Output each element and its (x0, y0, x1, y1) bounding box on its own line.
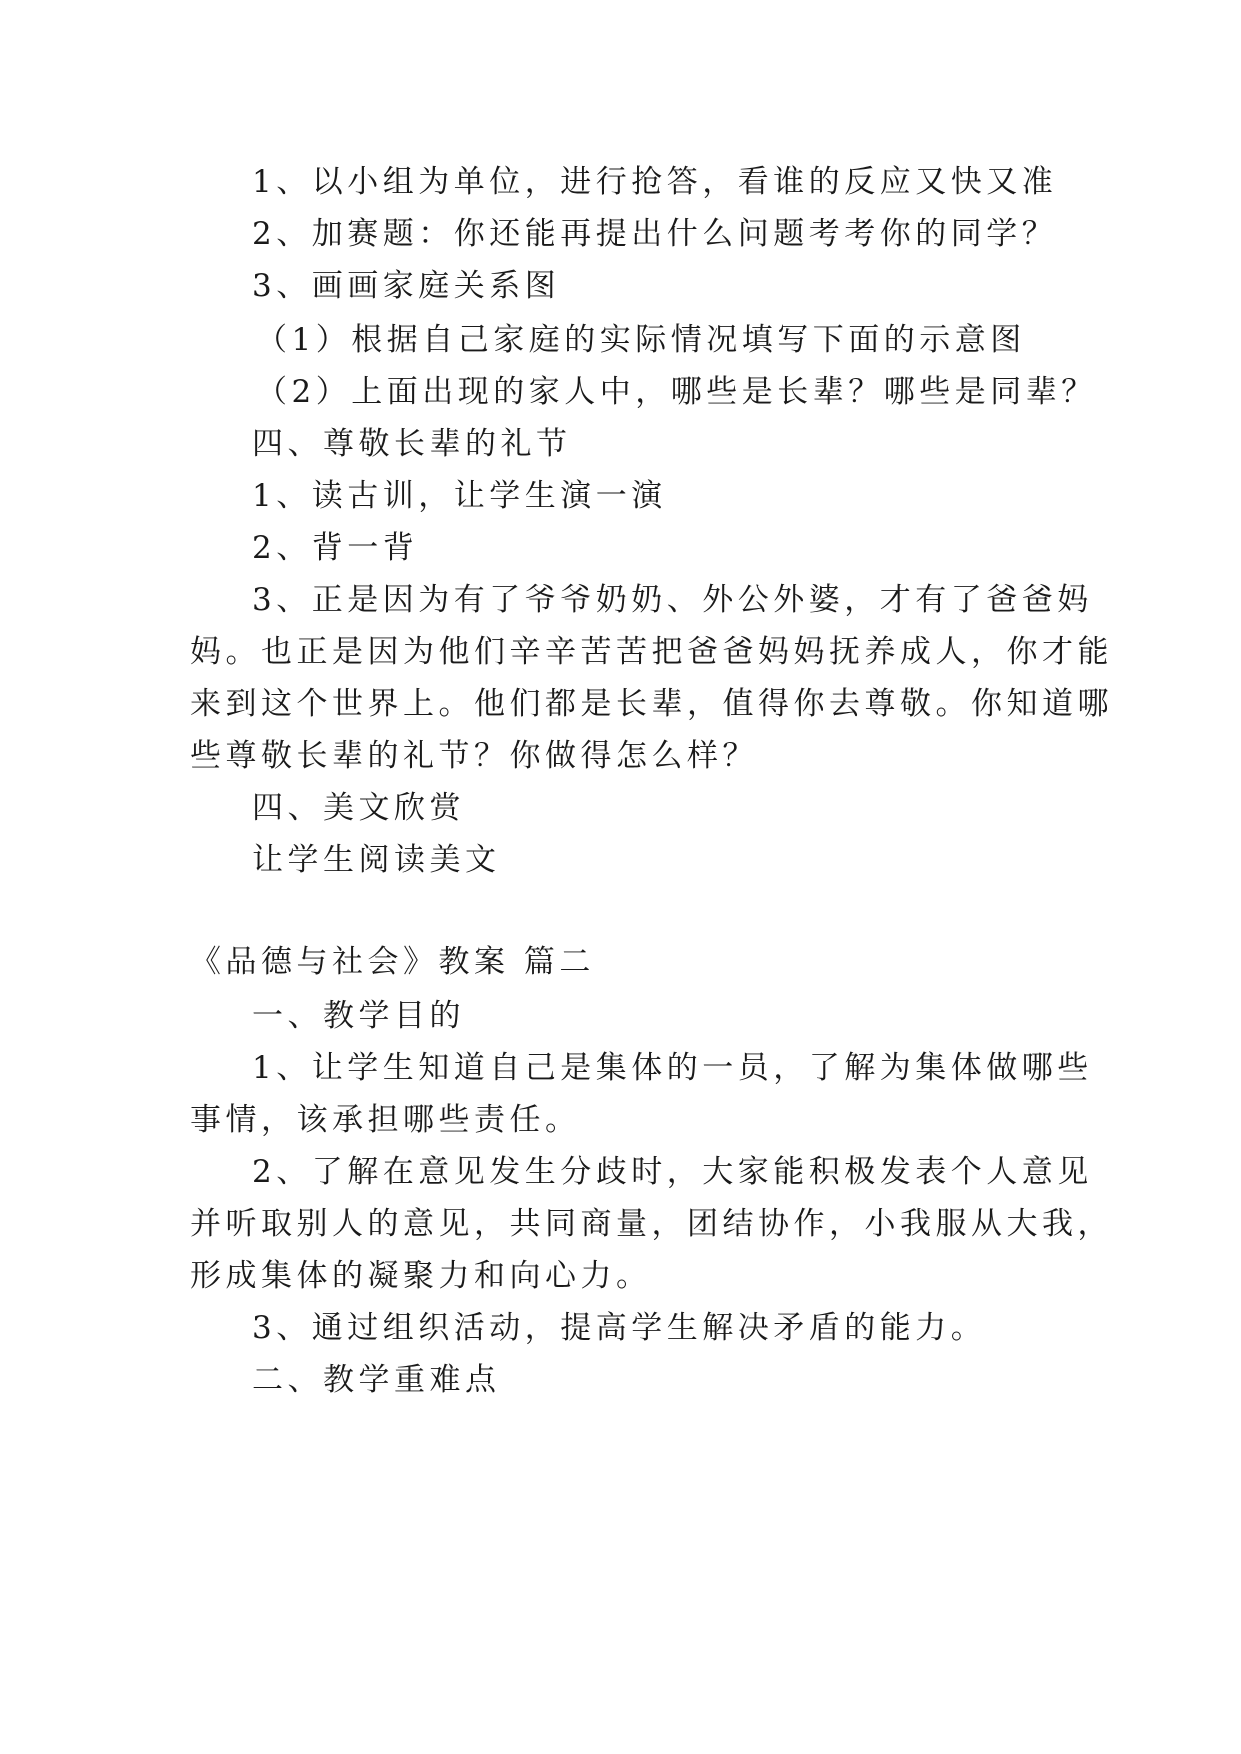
list-item-recite: 2、背一背 (252, 530, 419, 566)
sub-item-1: （1）根据自己家庭的实际情况填写下面的示意图 (256, 322, 1026, 358)
list-item-extra-question: 2、加赛题：你还能再提出什么问题考考你的同学？ (252, 216, 1058, 252)
paragraph-line: 3、通过组织活动，提高学生解决矛盾的能力。 (252, 1310, 987, 1346)
paragraph-line: 1、让学生知道自己是集体的一员，了解为集体做哪些 (252, 1050, 1093, 1086)
paragraph-line: 来到这个世界上。他们都是长辈，值得你去尊敬。你知道哪 (190, 686, 1113, 722)
section-text: 让学生阅读美文 (252, 842, 501, 878)
paragraph-line: 妈。也正是因为他们辛辛苦苦把爸爸妈妈抚养成人，你才能 (190, 634, 1113, 670)
paragraph-line: 些尊敬长辈的礼节？你做得怎么样？ (190, 738, 758, 774)
section-heading-key-points: 二、教学重难点 (252, 1362, 501, 1398)
sub-item-2: （2）上面出现的家人中，哪些是长辈？哪些是同辈？ (256, 374, 1097, 410)
paragraph-line: 2、了解在意见发生分歧时，大家能积极发表个人意见 (252, 1154, 1093, 1190)
list-item-quiz: 1、以小组为单位，进行抢答，看谁的反应又快又准 (252, 164, 1058, 200)
section-heading-respect: 四、尊敬长辈的礼节 (252, 426, 572, 462)
paragraph-line: 事情，该承担哪些责任。 (190, 1102, 581, 1138)
list-item-family-diagram: 3、画画家庭关系图 (252, 268, 561, 304)
section-heading-goals: 一、教学目的 (252, 998, 465, 1034)
paragraph-line: 并听取别人的意见，共同商量，团结协作，小我服从大我， (190, 1206, 1113, 1242)
paragraph-line: 3、正是因为有了爷爷奶奶、外公外婆，才有了爸爸妈 (252, 582, 1093, 618)
list-item-read: 1、读古训，让学生演一演 (252, 478, 667, 514)
paragraph-line: 形成集体的凝聚力和向心力。 (190, 1258, 652, 1294)
section-heading-appreciation: 四、美文欣赏 (252, 790, 465, 826)
part-title: 《品德与社会》教案 篇二 (190, 944, 595, 980)
